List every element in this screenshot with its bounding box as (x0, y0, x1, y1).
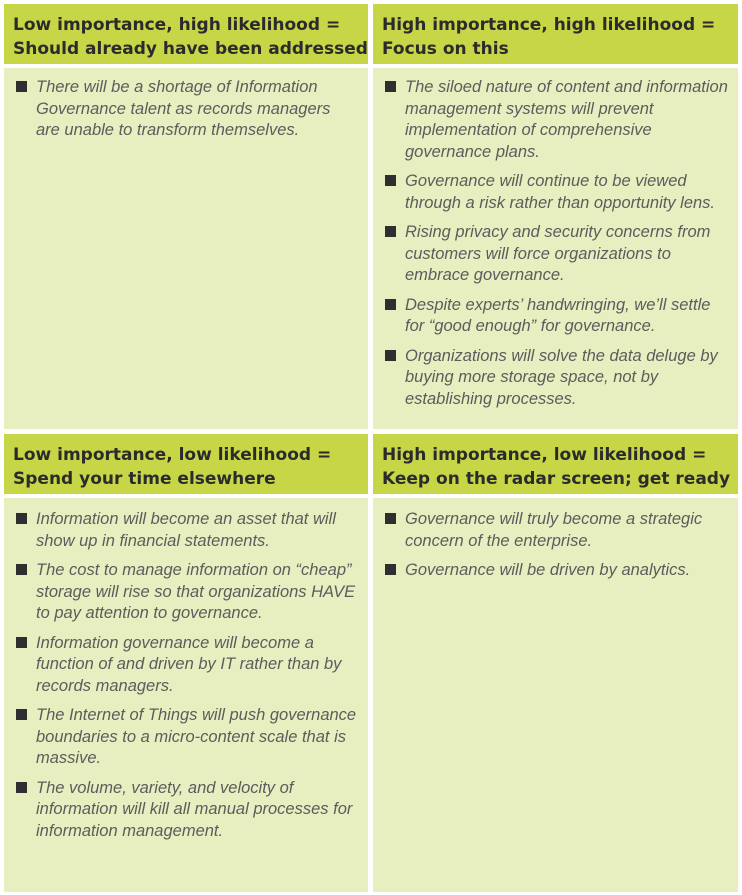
square-bullet-icon (385, 564, 396, 575)
list-item (13, 509, 358, 552)
list-item-text: Governance will continue to be viewed through a risk rather than opportunity lens. (405, 172, 716, 212)
square-bullet-icon (385, 350, 396, 361)
item-list (13, 509, 358, 842)
header-line-2: Keep on the radar screen; get ready (382, 469, 731, 489)
quadrant-body-high-importance-high-likelihood (373, 68, 738, 429)
header-line-1: Low importance, low likelihood = (13, 445, 332, 465)
list-item (13, 560, 358, 625)
square-bullet-icon (16, 637, 27, 648)
square-bullet-icon (385, 226, 396, 237)
square-bullet-icon (16, 709, 27, 720)
list-item-text: The Internet of Things will push governance boundaries to a micro-content scale that is massive. (36, 706, 357, 767)
list-item (13, 705, 358, 770)
square-bullet-icon (385, 299, 396, 310)
header-line-1: High importance, low likelihood = (382, 445, 707, 465)
list-item (382, 77, 730, 163)
square-bullet-icon (16, 564, 27, 575)
list-item-text: Organizations will solve the data deluge by buying more storage space, not by establishing processes. (405, 346, 718, 408)
list-item-text: Despite experts’ handwringing, we’ll settle for “good enough” for governance. (405, 295, 711, 335)
item-list (382, 77, 730, 410)
list-item-text: Information governance will become a function of and driven by IT rather than by records managers. (36, 633, 342, 695)
list-item (13, 778, 358, 843)
quadrant-body-low-importance-high-likelihood (4, 68, 368, 429)
square-bullet-icon (16, 81, 27, 92)
quadrant-body-low-importance-low-likelihood (4, 498, 368, 892)
header-line-2: Focus on this (382, 39, 509, 59)
quadrant-header-low-importance-high-likelihood (4, 4, 368, 64)
list-item (13, 77, 358, 142)
list-item-text: Rising privacy and security concerns from customers will force organizations to embrace governance. (405, 223, 711, 284)
square-bullet-icon (385, 513, 396, 524)
list-item-text: Governance will truly become a strategic concern of the enterprise. (405, 510, 703, 550)
quadrant-body-high-importance-low-likelihood (373, 498, 738, 892)
list-item-text: Information will become an asset that will show up in financial statements. (36, 510, 336, 550)
list-item-text: The cost to manage information on “cheap” storage will rise so that organizations HAVE to pay attention to governance. (36, 561, 356, 622)
quadrant-header-high-importance-low-likelihood (373, 434, 738, 494)
header-line-1: Low importance, high likelihood = (13, 15, 341, 35)
square-bullet-icon (16, 513, 27, 524)
square-bullet-icon (16, 782, 27, 793)
list-item-text: Governance will be driven by analytics. (405, 561, 691, 579)
list-item (382, 295, 730, 338)
list-item (382, 509, 730, 552)
item-list (382, 509, 730, 582)
list-item-text: The volume, variety, and velocity of information will kill all manual processes for information management. (36, 778, 353, 840)
header-line-1: High importance, high likelihood = (382, 15, 716, 35)
item-list (13, 77, 358, 142)
quadrant-header-low-importance-low-likelihood (4, 434, 368, 494)
list-item-text: The siloed nature of content and information management systems will prevent implementation of comprehensive governance plans. (405, 78, 728, 161)
square-bullet-icon (385, 175, 396, 186)
square-bullet-icon (385, 81, 396, 92)
header-line-2: Spend your time elsewhere (13, 469, 276, 489)
header-line-2: Should already have been addressed (13, 39, 368, 59)
list-item-text: There will be a shortage of Information Governance talent as records managers are unable to transform themselves. (36, 78, 331, 139)
quadrant-header-high-importance-high-likelihood (373, 4, 738, 64)
list-item (382, 560, 730, 582)
list-item (382, 222, 730, 287)
list-item (13, 633, 358, 698)
list-item (382, 346, 730, 411)
list-item (382, 171, 730, 214)
